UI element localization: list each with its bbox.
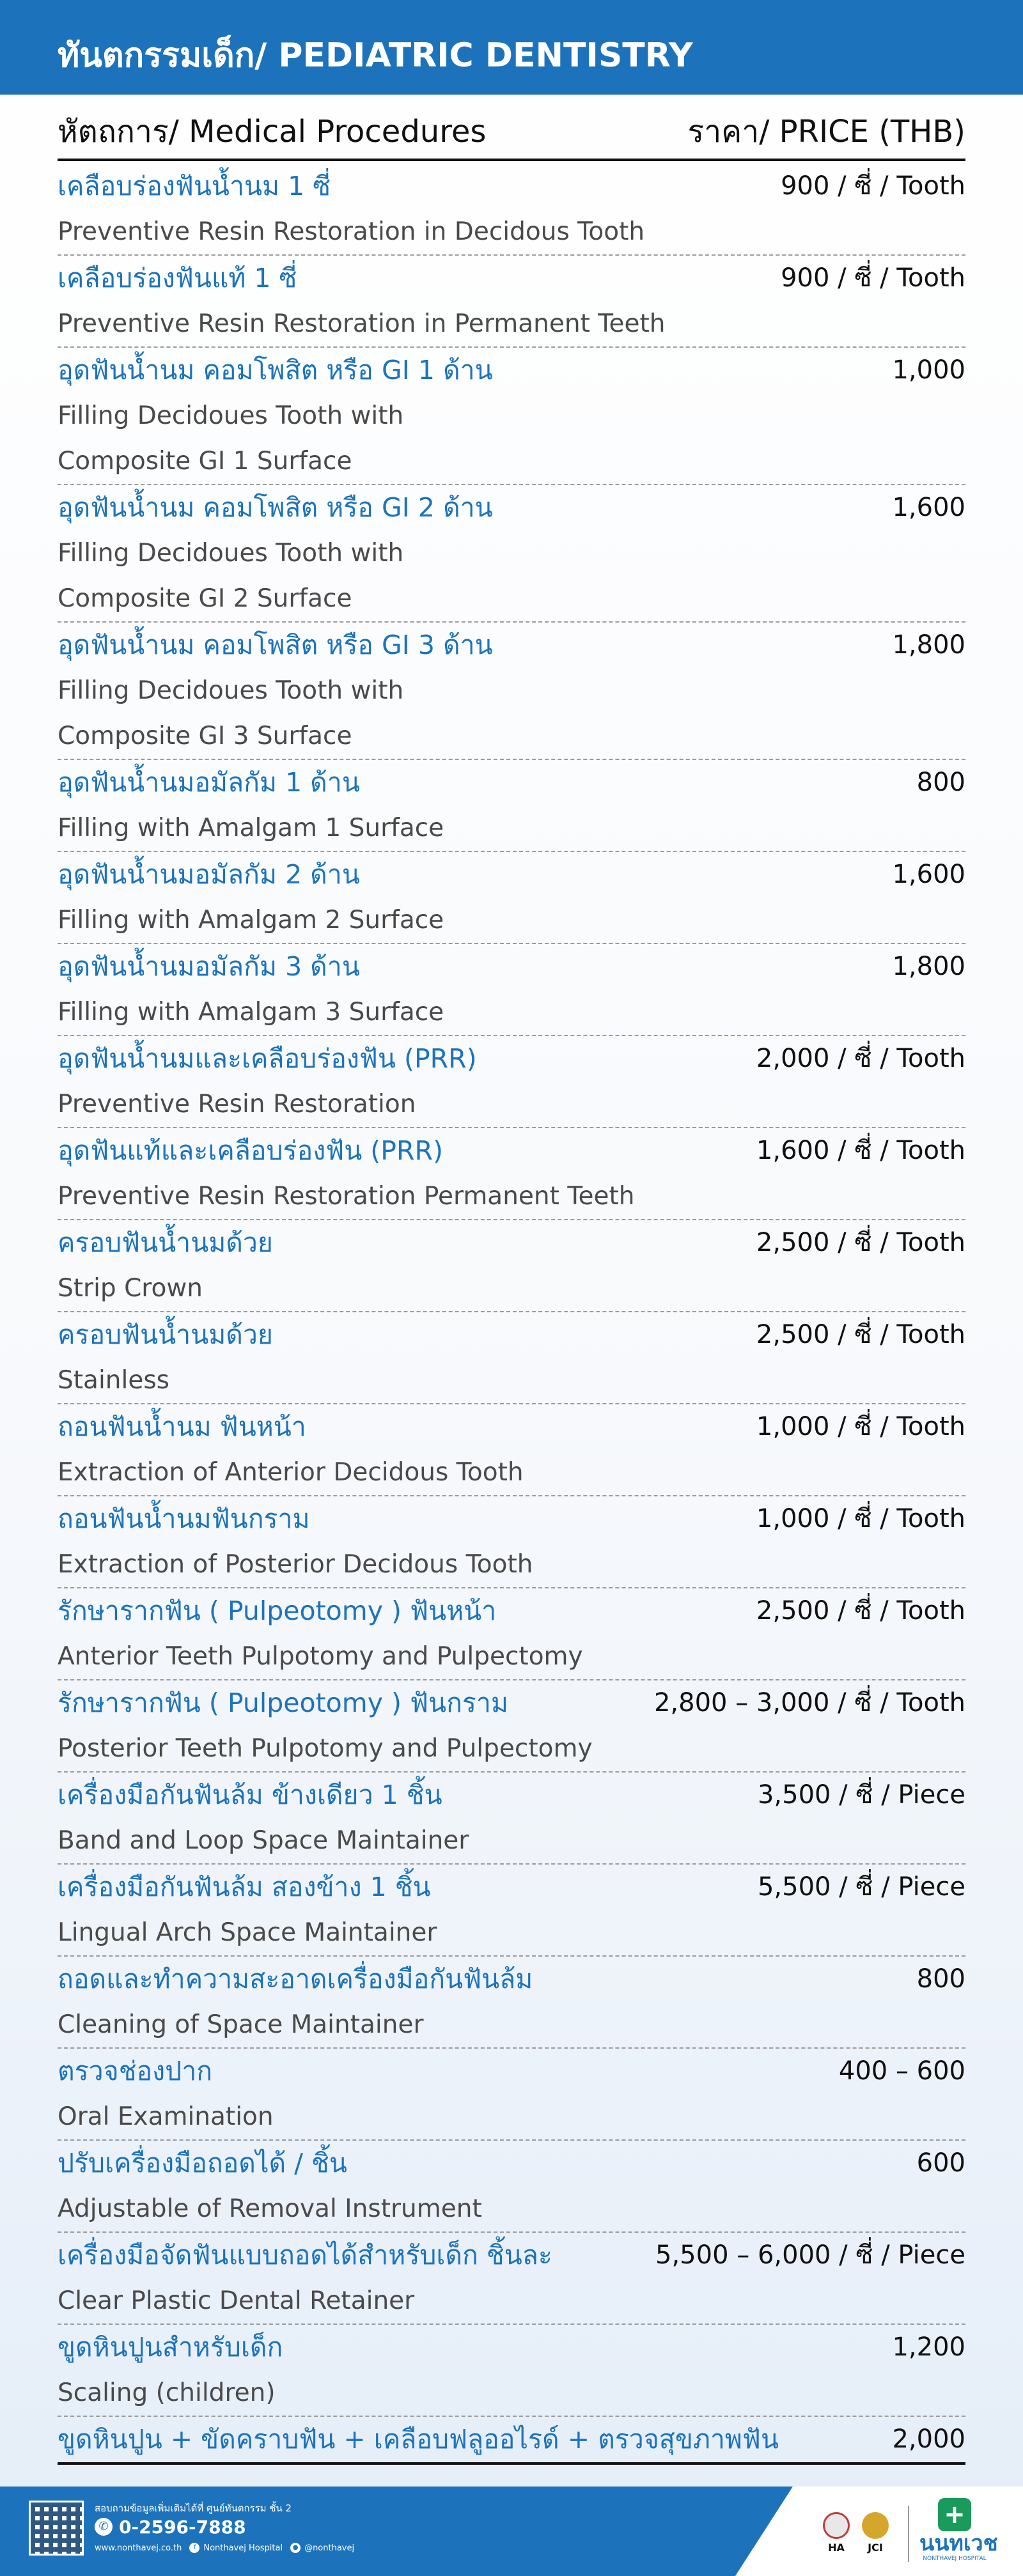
jci-seal-icon xyxy=(862,2512,889,2539)
procedure-price: 1,800 xyxy=(892,630,965,660)
procedure-name-thai: ขูดหินปูน + ขัดคราบฟัน + เคลือบฟลูออไรด์ + ตรวจสุขภาพฟัน xyxy=(58,2424,779,2455)
ha-badge xyxy=(820,2512,852,2554)
hospital-logo xyxy=(919,2498,998,2562)
procedures-column-header: หัตถการ/ Medical Procedures xyxy=(58,114,487,150)
procedure-price: 1,000 xyxy=(892,355,965,385)
header-banner xyxy=(0,0,1023,95)
procedure-price: 2,000 / ซี่ / Tooth xyxy=(756,1044,965,1073)
social-links xyxy=(95,2543,354,2553)
page-title: ทันตกรรมเด็ก/ PEDIATRIC DENTISTRY xyxy=(58,36,693,75)
procedure-name-english: Scaling (children) xyxy=(58,2378,276,2407)
procedure-name-english: Composite GI 2 Surface xyxy=(58,584,352,613)
procedure-name-english: Anterior Teeth Pulpotomy and Pulpectomy xyxy=(58,1642,583,1671)
procedure-price: 1,600 xyxy=(892,860,965,889)
procedure-row xyxy=(58,1128,965,1220)
procedure-price: 900 / ซี่ / Tooth xyxy=(781,171,965,201)
jci-label: JCI xyxy=(868,2541,883,2554)
footer xyxy=(0,2487,1023,2576)
ha-seal-icon xyxy=(823,2512,850,2539)
procedure-row xyxy=(58,2049,965,2141)
procedure-name-thai: รักษารากฟัน ( Pulpeotomy ) ฟันหน้า xyxy=(58,1595,497,1626)
procedure-name-thai: เคลือบร่องฟันแท้ 1 ซี่ xyxy=(58,263,297,293)
procedure-name-thai: อุดฟันน้ำนม คอมโพสิต หรือ GI 2 ด้าน xyxy=(58,492,493,523)
procedure-row xyxy=(58,348,965,485)
procedure-name-thai: รักษารากฟัน ( Pulpeotomy ) ฟันกราม xyxy=(58,1688,508,1718)
procedure-name-thai: ปรับเครื่องมือถอดได้ / ชิ้น xyxy=(58,2148,347,2178)
procedure-name-thai: อุดฟันน้ำนมอมัลกัม 2 ด้าน xyxy=(58,859,360,890)
logo-divider xyxy=(908,2506,909,2562)
phone-contact xyxy=(95,2516,246,2538)
procedure-row xyxy=(58,256,965,348)
procedure-row xyxy=(58,760,965,852)
procedure-row xyxy=(58,944,965,1036)
facebook-link[interactable]: Nonthavej Hospital xyxy=(203,2543,283,2553)
procedure-price: 2,500 / ซี่ / Tooth xyxy=(756,1320,965,1349)
hospital-cross-icon: + xyxy=(938,2498,971,2531)
procedure-name-thai: ขูดหินปูนสำหรับเด็ก xyxy=(58,2332,283,2363)
procedure-name-thai: ถอดและทำความสะอาดเครื่องมือกันฟันล้ม xyxy=(58,1964,533,1994)
procedure-price: 900 / ซี่ / Tooth xyxy=(781,263,965,293)
procedure-price: 600 xyxy=(916,2148,965,2178)
jci-badge xyxy=(859,2512,891,2554)
procedure-name-english: Filling Decidoues Tooth with xyxy=(58,401,404,430)
procedure-row xyxy=(58,1773,965,1865)
procedure-name-english: Oral Examination xyxy=(58,2102,274,2131)
procedure-name-thai: ครอบฟันน้ำนมด้วย xyxy=(58,1319,273,1350)
procedure-name-thai: เครื่องมือกันฟันล้ม สองข้าง 1 ชิ้น xyxy=(58,1872,431,1902)
column-headers xyxy=(58,102,965,161)
procedure-name-thai: ตรวจช่องปาก xyxy=(58,2056,213,2086)
procedure-price: 2,800 – 3,000 / ซี่ / Tooth xyxy=(653,1688,965,1718)
procedure-name-english: Filling with Amalgam 3 Surface xyxy=(58,998,444,1027)
procedure-name-thai: อุดฟันน้ำนมและเคลือบร่องฟัน (PRR) xyxy=(58,1043,477,1074)
procedure-name-english: Cleaning of Space Maintainer xyxy=(58,2010,424,2039)
procedure-row xyxy=(58,1865,965,1957)
procedure-name-english: Extraction of Posterior Decidous Tooth xyxy=(58,1550,533,1579)
procedure-price: 800 xyxy=(916,768,965,797)
procedure-price: 1,800 xyxy=(892,952,965,981)
procedure-name-english: Strip Crown xyxy=(58,1274,203,1303)
procedure-name-english: Clear Plastic Dental Retainer xyxy=(58,2286,415,2315)
procedure-price: 1,000 / ซี่ / Tooth xyxy=(756,1412,965,1441)
procedure-name-thai: เคลือบร่องฟันน้ำนม 1 ซี่ xyxy=(58,171,331,201)
procedure-name-thai: อุดฟันแท้และเคลือบร่องฟัน (PRR) xyxy=(58,1135,443,1166)
procedure-name-english: Lingual Arch Space Maintainer xyxy=(58,1918,437,1947)
procedure-price: 2,500 / ซี่ / Tooth xyxy=(756,1596,965,1626)
procedure-price: 5,500 / ซี่ / Piece xyxy=(757,1872,965,1902)
procedure-name-thai: อุดฟันน้ำนมอมัลกัม 3 ด้าน xyxy=(58,951,360,982)
procedure-name-thai: อุดฟันน้ำนมอมัลกัม 1 ด้าน xyxy=(58,767,360,798)
procedure-name-english: Filling with Amalgam 2 Surface xyxy=(58,906,444,935)
procedure-name-thai: เครื่องมือจัดฟันแบบถอดได้สำหรับเด็ก ชิ้นละ xyxy=(58,2240,552,2270)
procedure-row xyxy=(58,164,965,256)
procedure-name-english: Preventive Resin Restoration in Permanent Teeth xyxy=(58,309,666,338)
procedure-name-english: Composite GI 1 Surface xyxy=(58,447,352,476)
website-link[interactable]: www.nonthavej.co.th xyxy=(95,2543,182,2553)
procedure-price: 2,000 xyxy=(892,2425,965,2454)
procedure-row xyxy=(58,1312,965,1404)
procedure-price: 1,600 xyxy=(892,493,965,522)
procedure-name-thai: ถอนฟันน้ำนมฟันกราม xyxy=(58,1503,310,1534)
procedure-row xyxy=(58,2417,965,2465)
logo-subtitle: NONTHAVEJ HOSPITAL xyxy=(923,2556,987,2562)
ha-label: HA xyxy=(828,2541,845,2554)
line-icon: ● xyxy=(290,2543,301,2553)
procedure-price: 1,000 / ซี่ / Tooth xyxy=(756,1504,965,1533)
procedure-name-english: Adjustable of Removal Instrument xyxy=(58,2194,482,2223)
procedure-price: 3,500 / ซี่ / Piece xyxy=(757,1780,965,1810)
facebook-icon: f xyxy=(189,2543,199,2553)
procedure-name-thai: อุดฟันน้ำนม คอมโพสิต หรือ GI 1 ด้าน xyxy=(58,355,493,385)
procedure-row xyxy=(58,623,965,760)
procedure-name-english: Composite GI 3 Surface xyxy=(58,722,352,750)
procedure-name-thai: ครอบฟันน้ำนมด้วย xyxy=(58,1227,273,1258)
procedure-name-english: Filling Decidoues Tooth with xyxy=(58,539,404,568)
procedure-row xyxy=(58,1404,965,1496)
procedure-name-english: Filling Decidoues Tooth with xyxy=(58,676,404,705)
procedure-name-english: Band and Loop Space Maintainer xyxy=(58,1826,469,1855)
logo-name: นนทเวช xyxy=(919,2531,998,2556)
procedure-price: 1,200 xyxy=(892,2332,965,2362)
contact-note: สอบถามข้อมูลเพิ่มเติมได้ที่ ศูนย์ทันตกรรม ชั้น 2 xyxy=(95,2502,292,2514)
procedure-row xyxy=(58,1957,965,2049)
qr-code-icon xyxy=(29,2501,84,2556)
procedure-name-english: Stainless xyxy=(58,1366,169,1395)
procedure-name-english: Posterior Teeth Pulpotomy and Pulpectomy xyxy=(58,1734,593,1763)
procedure-row xyxy=(58,1680,965,1773)
price-list xyxy=(58,164,965,2465)
phone-icon: ✆ xyxy=(95,2518,113,2536)
procedure-price: 1,600 / ซี่ / Tooth xyxy=(756,1136,965,1165)
procedure-row xyxy=(58,2141,965,2233)
procedure-name-english: Filling with Amalgam 1 Surface xyxy=(58,814,444,842)
procedure-name-english: Extraction of Anterior Decidous Tooth xyxy=(58,1458,524,1487)
procedure-row xyxy=(58,2325,965,2417)
procedure-row xyxy=(58,1588,965,1680)
procedure-price: 800 xyxy=(916,1964,965,1994)
procedure-price: 400 – 600 xyxy=(838,2056,965,2086)
procedure-price: 5,500 – 6,000 / ซี่ / Piece xyxy=(655,2240,965,2270)
price-column-header: ราคา/ PRICE (THB) xyxy=(687,114,965,150)
procedure-row xyxy=(58,485,965,623)
procedure-row xyxy=(58,852,965,944)
procedure-row xyxy=(58,2233,965,2325)
procedure-price: 2,500 / ซี่ / Tooth xyxy=(756,1228,965,1257)
procedure-name-thai: อุดฟันน้ำนม คอมโพสิต หรือ GI 3 ด้าน xyxy=(58,630,493,660)
procedure-name-thai: เครื่องมือกันฟันล้ม ข้างเดียว 1 ชิ้น xyxy=(58,1780,442,1810)
procedure-name-english: Preventive Resin Restoration xyxy=(58,1090,416,1119)
procedure-name-english: Preventive Resin Restoration Permanent Teeth xyxy=(58,1182,635,1211)
procedure-name-thai: ถอนฟันน้ำนม ฟันหน้า xyxy=(58,1411,306,1442)
procedure-row xyxy=(58,1496,965,1588)
procedure-row xyxy=(58,1220,965,1312)
phone-number[interactable]: 0-2596-7888 xyxy=(119,2516,246,2538)
procedure-row xyxy=(58,1036,965,1128)
procedure-name-english: Preventive Resin Restoration in Decidous Tooth xyxy=(58,217,645,246)
line-link[interactable]: @nonthavej xyxy=(304,2543,355,2553)
